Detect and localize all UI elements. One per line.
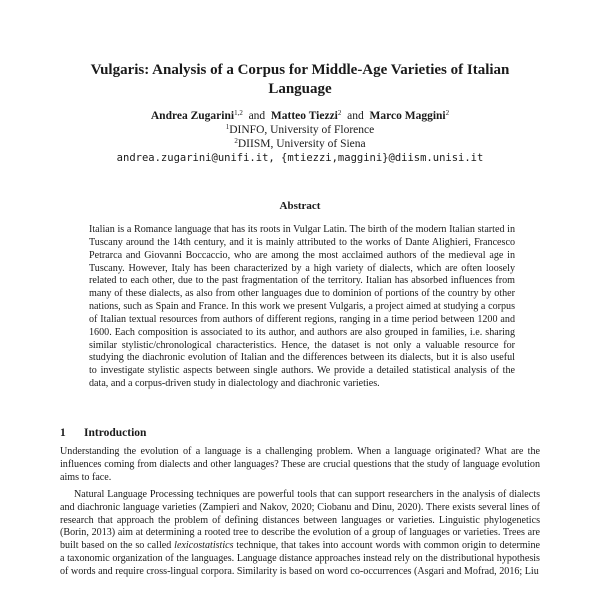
affiliation [60,123,540,137]
paragraph: Understanding the evolution of a language is a challenging problem. When a language originated? What are the influences coming from dialects and other languages? These are crucial questions that the study of language evolution aims to face. [60,446,540,483]
author-name: Andrea Zugarini [150,110,235,122]
author-affiliation-mark: 2 [337,109,342,117]
author-name: Marco Maggini [369,110,446,122]
affiliation [60,137,540,151]
paragraph [60,489,540,579]
affiliation-mark: 1 [225,123,230,131]
affiliation-text: DINFO, University of Florence [229,124,375,136]
introduction-body [60,446,540,579]
author-affiliation-mark: 2 [445,109,450,117]
section-heading [60,426,540,440]
paragraph-text: technique, that takes into account words with common origin to determine a taxonomic organization of the languages. Language distance approaches instead rely on the distributional hypothesis of words and require cross-lingual corpora. Similarity is based on word co-occurrences (Asgari and Mofrad, 2016; Liu [60,540,540,578]
author-separator: and [347,110,364,122]
section-title: Introduction [84,427,147,439]
paragraph-text: Natural Language Processing techniques are powerful tools that can support researchers in the analysis of dialects and diachronic language varieties (Zampieri and Nakov, 2020; Ciobanu and Dinu, 2020). There exists several lines of research that approach the problem of defining distances between languages or varieties. Linguistic phylogenetics (Borin, 2013) aim at determining a rooted tree to describe the evolution of a group of languages or varieties. Trees are built based on the so called [60,488,540,552]
section-number: 1 [60,427,66,439]
affiliation-text: DIISM, University of Siena [237,138,366,150]
italic-term: lexicostatistics [174,540,234,552]
paper-title: Vulgaris: Analysis of a Corpus for Middle-Age Varieties of Italian Language [90,62,510,97]
abstract-heading: Abstract [279,200,321,212]
abstract-text: Italian is a Romance language that has its roots in Vulgar Latin. The birth of the modern Italian started in Tuscany around the 14th century, and it is mainly attributed to the works of Dante Alighieri, Francesco Petrarca and Giovanni Boccaccio, who are among the most acclaimed authors of the medieval age in Tuscany. However, Italy has been characterized by a high variety of dialects, which are often loosely related to each other, due to the past fragmentation of the territory. Italian has absorbed influences from many of these dialects, as also from other languages due to dominion of portions of the country by other nations, such as Spain and France. In this work we present Vulgaris, a project aimed at studying a corpus of Italian textual resources from authors of different regions, ranging in a time period between 1200 and 1600. Each composition is associated to its author, and authors are also grouped in families, i.e. sharing similar stylistic/chronological characteristics. Hence, the dataset is not only a valuable resource for studying the diachronic evolution of Italian and the differences between its dialects, but it is also useful to investigate stylistic aspects between single authors. We provide a detailed statistical analysis of the data, and a corpus-driven study in dialectology and diachronic varieties. [89,224,515,390]
author-emails: andrea.zugarini@unifi.it, {mtiezzi,maggini}@diism.unisi.it [116,152,484,164]
author-affiliation-mark: 1,2 [234,109,243,117]
affiliation-mark: 2 [234,137,238,145]
author-list [60,109,540,123]
author-name: Matteo Tiezzi [270,110,338,122]
author-separator: and [248,110,266,122]
